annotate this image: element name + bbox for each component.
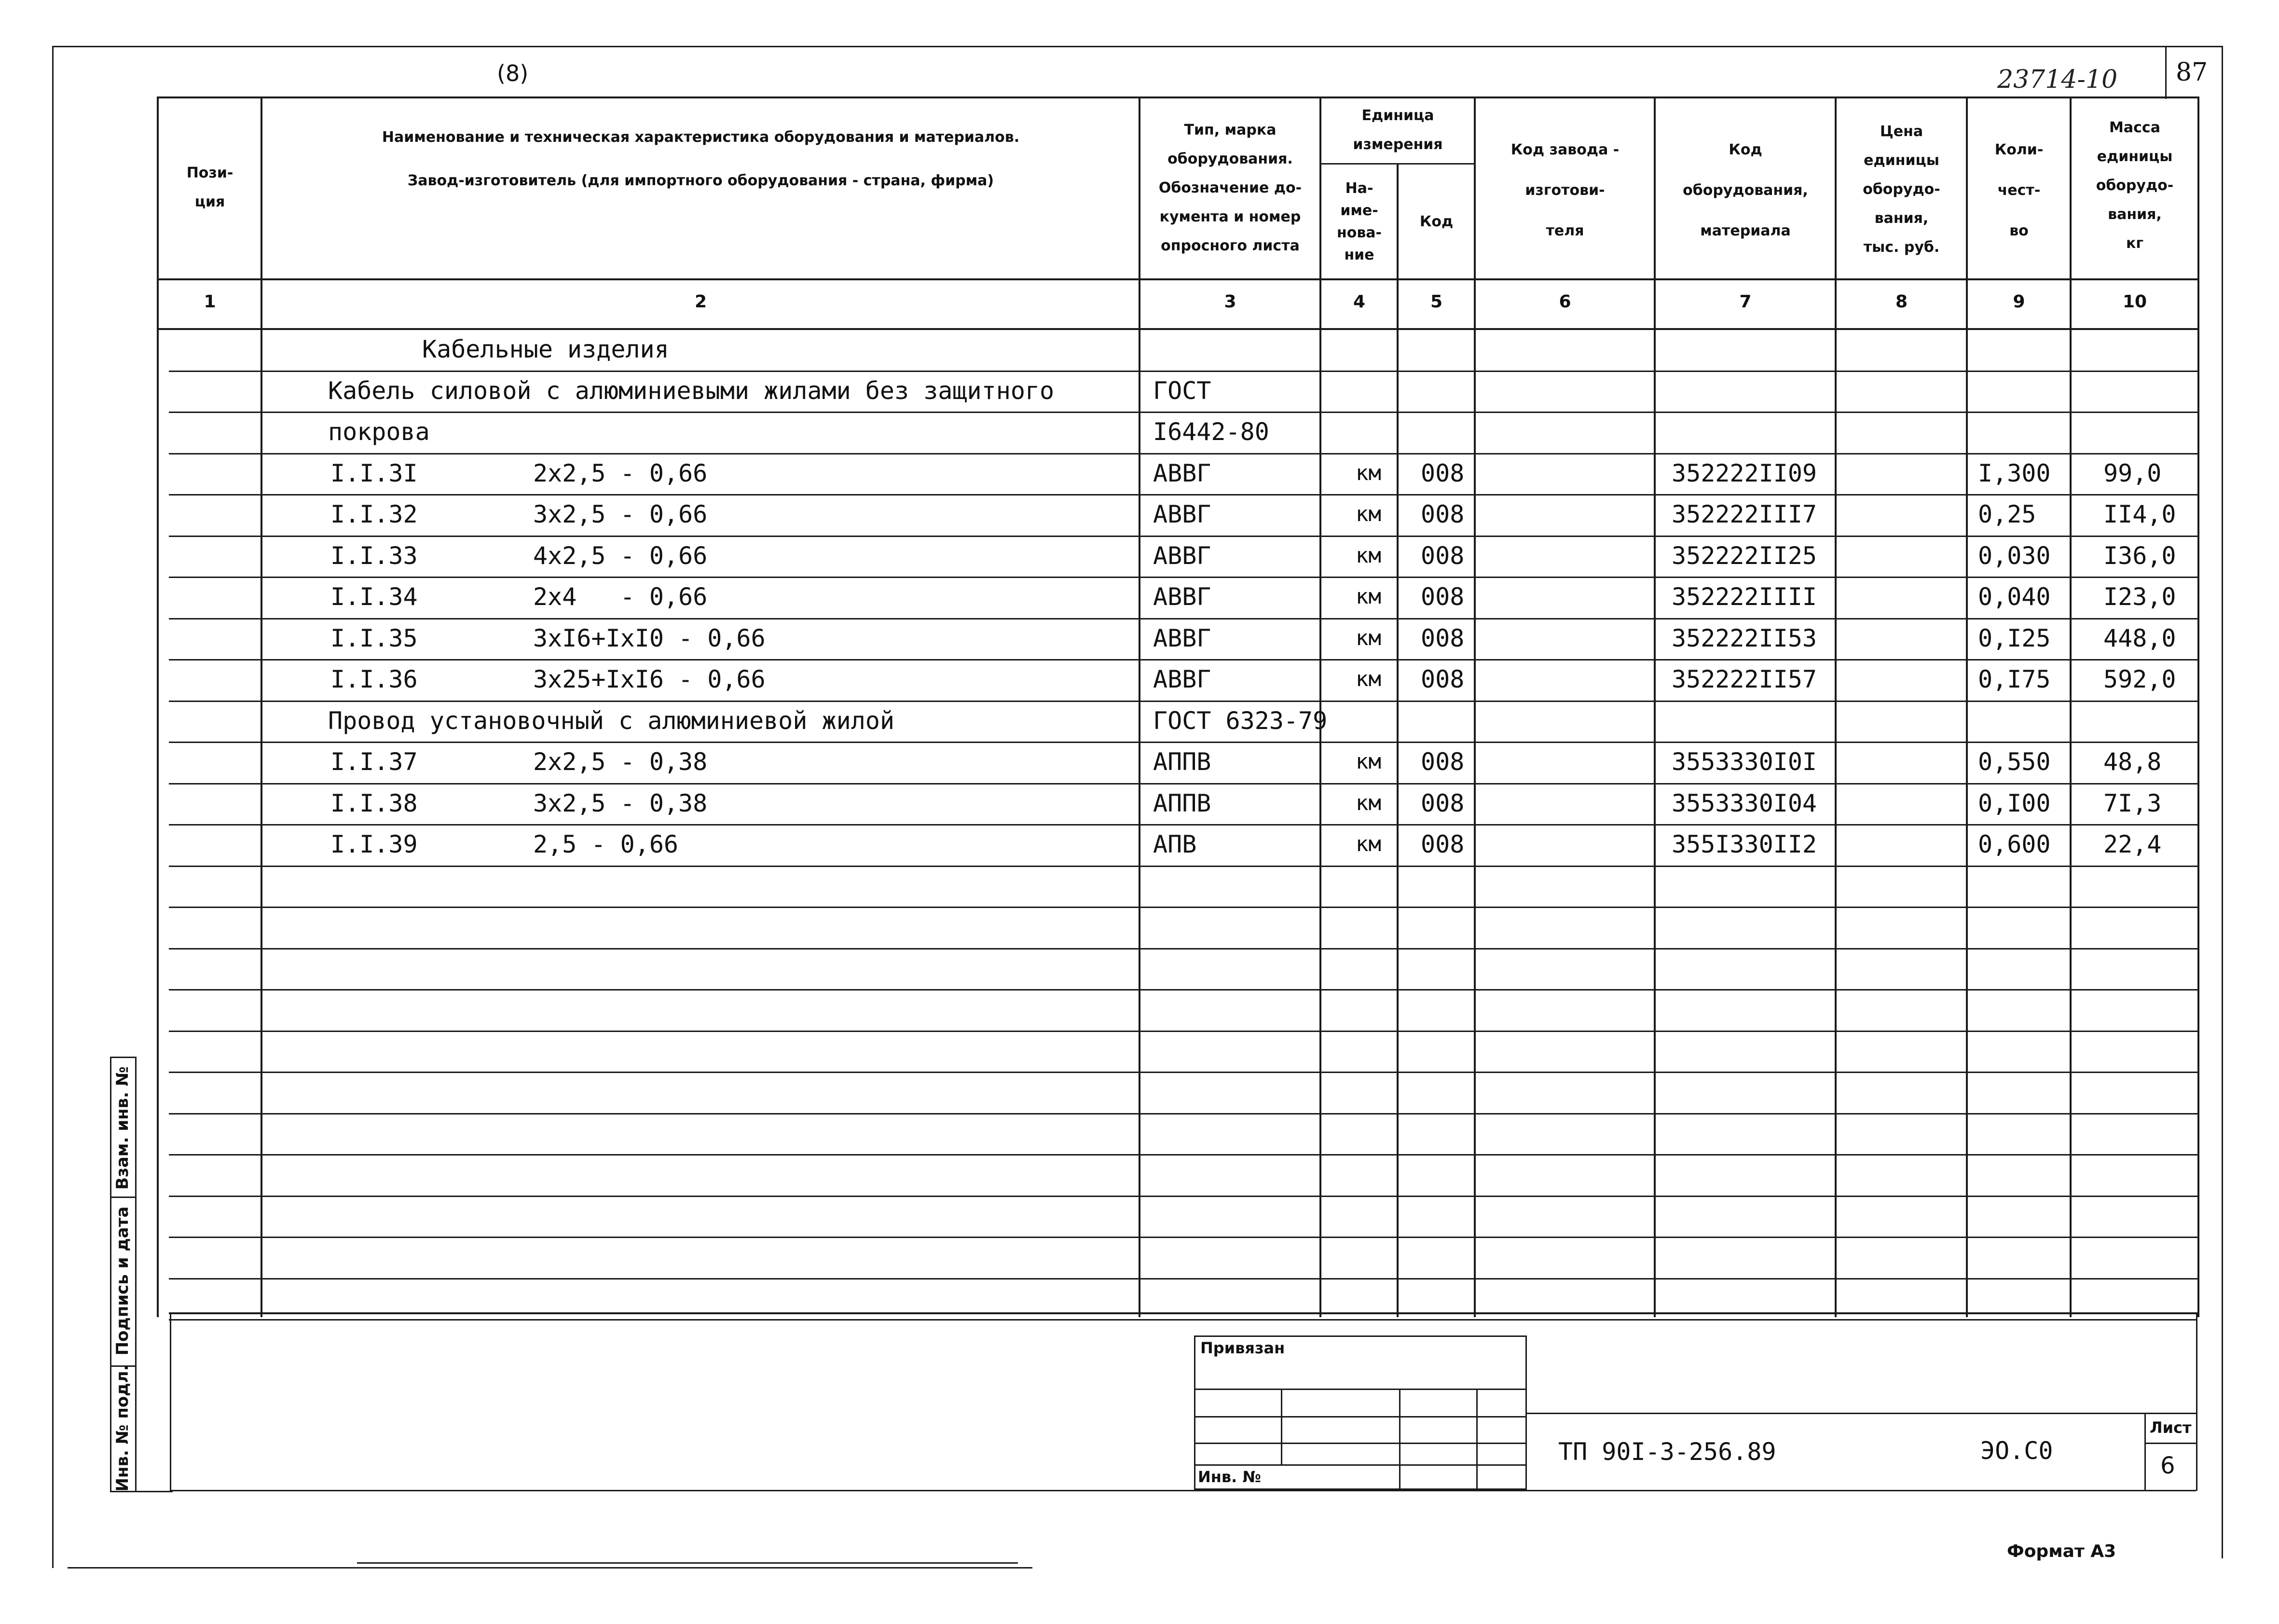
col-line-10 bbox=[2197, 96, 2199, 1317]
item-type: I6442-80 bbox=[1153, 418, 1269, 446]
item-unit: км bbox=[1356, 667, 1381, 691]
stamp-vline-3 bbox=[1476, 1389, 1478, 1490]
item-mass: 22,4 bbox=[2103, 830, 2162, 858]
colnum-3: 3 bbox=[1224, 292, 1236, 312]
item-unit-code: 008 bbox=[1421, 789, 1465, 817]
format-label: Формат А3 bbox=[2007, 1541, 2116, 1561]
item-unit-code: 008 bbox=[1421, 500, 1465, 528]
row-separator bbox=[169, 1196, 2197, 1197]
item-spec: 3х2,5 - 0,38 bbox=[533, 789, 708, 817]
col-line-0 bbox=[157, 96, 159, 1317]
header-unit-name: На- име- нова- ние bbox=[1336, 180, 1382, 263]
stamp-bottom bbox=[170, 1490, 2196, 1491]
side-col-mid bbox=[135, 1057, 137, 1491]
item-equipment-code: 352222IIII bbox=[1672, 583, 1817, 611]
item-position: I.I.39 bbox=[330, 830, 418, 858]
item-mass: 7I,3 bbox=[2103, 789, 2162, 817]
item-unit-code: 008 bbox=[1421, 583, 1465, 611]
item-unit: км bbox=[1356, 626, 1381, 650]
header-mass: Масса единицы оборудо- вания, кг bbox=[2096, 119, 2174, 252]
header-unit-label: Единица измерения bbox=[1353, 107, 1443, 153]
item-description: Провод установочный с алюминиевой жилой bbox=[328, 707, 894, 735]
item-spec: 3хI6+IхI0 - 0,66 bbox=[533, 624, 766, 652]
top-label: (8) bbox=[497, 60, 529, 86]
item-type: АВВГ bbox=[1153, 500, 1211, 528]
item-position: I.I.35 bbox=[330, 624, 418, 652]
item-spec: 3х25+IхI6 - 0,66 bbox=[533, 665, 766, 693]
item-spec: 2х2,5 - 0,38 bbox=[533, 748, 708, 776]
handwritten-number: 23714-10 bbox=[1997, 65, 2118, 94]
item-spec: 2х2,5 - 0,66 bbox=[533, 459, 708, 487]
item-unit: км bbox=[1356, 461, 1381, 485]
item-description: Кабель силовой с алюминиевыми жилами без защитного bbox=[328, 377, 1055, 405]
doc-code: ТП 90I-3-256.89 bbox=[1558, 1438, 1776, 1466]
item-quantity: 0,030 bbox=[1978, 542, 2051, 570]
row-separator bbox=[169, 1154, 2197, 1156]
unit-split-line bbox=[1319, 163, 1474, 165]
item-equipment-code: 352222II53 bbox=[1672, 624, 1817, 652]
item-position: I.I.38 bbox=[330, 789, 418, 817]
item-unit-code: 008 bbox=[1421, 459, 1465, 487]
item-type: АВВГ bbox=[1153, 583, 1211, 611]
stamp-title-line bbox=[1527, 1413, 2197, 1414]
colnum-4: 4 bbox=[1353, 292, 1366, 312]
section-code: ЭО.С0 bbox=[1980, 1437, 2053, 1465]
colnum-2: 2 bbox=[694, 292, 707, 312]
item-equipment-code: 352222II09 bbox=[1672, 459, 1817, 487]
item-position: I.I.32 bbox=[330, 500, 418, 528]
colnum-10: 10 bbox=[2122, 292, 2147, 312]
item-position: I.I.36 bbox=[330, 665, 418, 693]
item-mass: I23,0 bbox=[2103, 583, 2176, 611]
item-unit: км bbox=[1356, 584, 1381, 609]
sheet-value: 6 bbox=[2160, 1452, 2175, 1479]
row-separator bbox=[169, 1031, 2197, 1032]
col-line-1 bbox=[261, 96, 262, 1317]
item-mass: II4,0 bbox=[2103, 500, 2176, 528]
item-unit: км bbox=[1356, 502, 1381, 526]
item-type: АВВГ bbox=[1153, 665, 1211, 693]
item-description: покрова bbox=[328, 418, 430, 446]
header-maker-code: Код завода - изготови- теля bbox=[1510, 141, 1620, 239]
row-separator bbox=[169, 1072, 2197, 1073]
row-separator bbox=[169, 866, 2197, 867]
item-spec: 2х4 - 0,66 bbox=[533, 583, 708, 611]
col-line-7 bbox=[1835, 96, 1837, 1317]
item-spec: 3х2,5 - 0,66 bbox=[533, 500, 708, 528]
item-unit-code: 008 bbox=[1421, 830, 1465, 858]
frame-top bbox=[52, 46, 2223, 47]
item-equipment-code: 3553330I04 bbox=[1672, 789, 1817, 817]
colnum-8: 8 bbox=[1895, 292, 1908, 312]
header-quantity: Коли- чест- во bbox=[1994, 141, 2044, 239]
item-type: АППВ bbox=[1153, 748, 1211, 776]
col-line-8 bbox=[1966, 96, 1968, 1317]
side-col-right bbox=[170, 1312, 171, 1491]
colnum-6: 6 bbox=[1559, 292, 1571, 312]
item-equipment-code: 352222III7 bbox=[1672, 500, 1817, 528]
item-equipment-code: 3553330I0I bbox=[1672, 748, 1817, 776]
item-mass: 448,0 bbox=[2103, 624, 2176, 652]
item-type: АППВ bbox=[1153, 789, 1211, 817]
item-mass: 48,8 bbox=[2103, 748, 2162, 776]
stamp-privyazan: Привязан bbox=[1200, 1339, 1285, 1357]
item-position: I.I.33 bbox=[330, 542, 418, 570]
header-name: Наименование и техническая характеристика оборудования и материалов. Завод-изготовитель (для импортного оборудования - страна, фирма) bbox=[382, 129, 1020, 189]
side-label-vzam: Взам. инв. № bbox=[113, 1066, 132, 1190]
item-mass: 99,0 bbox=[2103, 459, 2162, 487]
col-line-4 bbox=[1397, 164, 1399, 1317]
stamp-vline-2 bbox=[1399, 1389, 1400, 1490]
item-equipment-code: 352222II25 bbox=[1672, 542, 1817, 570]
header-type: Тип, марка оборудования. Обозначение до- кумента и номер опросного листа bbox=[1158, 122, 1302, 254]
header-position: Пози- ция bbox=[186, 164, 233, 210]
col-line-9 bbox=[2070, 96, 2072, 1317]
item-quantity: 0,I00 bbox=[1978, 789, 2051, 817]
colnum-9: 9 bbox=[2013, 292, 2025, 312]
side-col-left bbox=[110, 1057, 111, 1491]
item-quantity: 0,600 bbox=[1978, 830, 2051, 858]
row-separator bbox=[169, 948, 2197, 950]
header-unit-code: Код bbox=[1419, 213, 1454, 230]
bottom-extra-line bbox=[357, 1562, 1018, 1564]
item-unit-code: 008 bbox=[1421, 665, 1465, 693]
colnum-1: 1 bbox=[204, 292, 216, 312]
row-separator bbox=[169, 1237, 2197, 1238]
item-spec: 2,5 - 0,66 bbox=[533, 830, 679, 858]
row-separator bbox=[169, 1319, 2197, 1321]
side-label-podpis: Подпись и дата bbox=[113, 1206, 132, 1356]
sheet-line bbox=[2144, 1443, 2197, 1444]
item-unit: км bbox=[1356, 749, 1381, 774]
item-spec: 4х2,5 - 0,66 bbox=[533, 542, 708, 570]
frame-right bbox=[2222, 46, 2223, 1558]
item-quantity: I,300 bbox=[1978, 459, 2051, 487]
frame-bottom bbox=[68, 1567, 1032, 1569]
col-line-6 bbox=[1654, 96, 1656, 1317]
header-equipment-code: Код оборудования, материала bbox=[1683, 141, 1808, 239]
item-position: I.I.3I bbox=[330, 459, 418, 487]
sheet-label: Лист bbox=[2150, 1418, 2192, 1437]
header-price: Цена единицы оборудо- вания, тыс. руб. bbox=[1863, 123, 1940, 256]
item-quantity: 0,I75 bbox=[1978, 665, 2051, 693]
table-header-bottom bbox=[157, 278, 2197, 280]
colnum-5: 5 bbox=[1430, 292, 1443, 312]
page-number-box-line bbox=[2165, 46, 2167, 99]
row-separator bbox=[169, 989, 2197, 991]
colnum-7: 7 bbox=[1739, 292, 1752, 312]
item-quantity: 0,25 bbox=[1978, 500, 2036, 528]
item-quantity: 0,I25 bbox=[1978, 624, 2051, 652]
table-top-line bbox=[157, 96, 2197, 98]
row-separator bbox=[169, 907, 2197, 908]
item-position: I.I.34 bbox=[330, 583, 418, 611]
section-title: Кабельные изделия bbox=[422, 335, 669, 363]
stamp-vline-1 bbox=[1281, 1389, 1282, 1464]
item-equipment-code: 352222II57 bbox=[1672, 665, 1817, 693]
item-quantity: 0,040 bbox=[1978, 583, 2051, 611]
stamp-inv-no: Инв. № bbox=[1198, 1468, 1261, 1486]
item-mass: I36,0 bbox=[2103, 542, 2176, 570]
item-unit: км bbox=[1356, 791, 1381, 815]
item-quantity: 0,550 bbox=[1978, 748, 2051, 776]
item-position: I.I.37 bbox=[330, 748, 418, 776]
row-separator bbox=[169, 1113, 2197, 1115]
col-line-5 bbox=[1474, 96, 1476, 1317]
item-unit-code: 008 bbox=[1421, 624, 1465, 652]
item-equipment-code: 355I330II2 bbox=[1672, 830, 1817, 858]
item-type: АПВ bbox=[1153, 830, 1197, 858]
item-unit: км bbox=[1356, 543, 1381, 568]
side-label-inv: Инв. № подл. bbox=[113, 1364, 132, 1492]
item-unit-code: 008 bbox=[1421, 542, 1465, 570]
table-body-bottom bbox=[169, 1312, 2197, 1314]
item-type: ГОСТ bbox=[1153, 377, 1211, 405]
item-unit-code: 008 bbox=[1421, 748, 1465, 776]
frame-left bbox=[52, 46, 54, 1568]
item-type: АВВГ bbox=[1153, 624, 1211, 652]
item-type: АВВГ bbox=[1153, 459, 1211, 487]
col-line-2 bbox=[1139, 96, 1140, 1317]
item-type: АВВГ bbox=[1153, 542, 1211, 570]
item-type: ГОСТ 6323-79 bbox=[1153, 707, 1328, 735]
item-unit: км bbox=[1356, 832, 1381, 856]
page-number: 87 bbox=[2176, 58, 2208, 87]
item-mass: 592,0 bbox=[2103, 665, 2176, 693]
row-separator bbox=[169, 1278, 2197, 1280]
